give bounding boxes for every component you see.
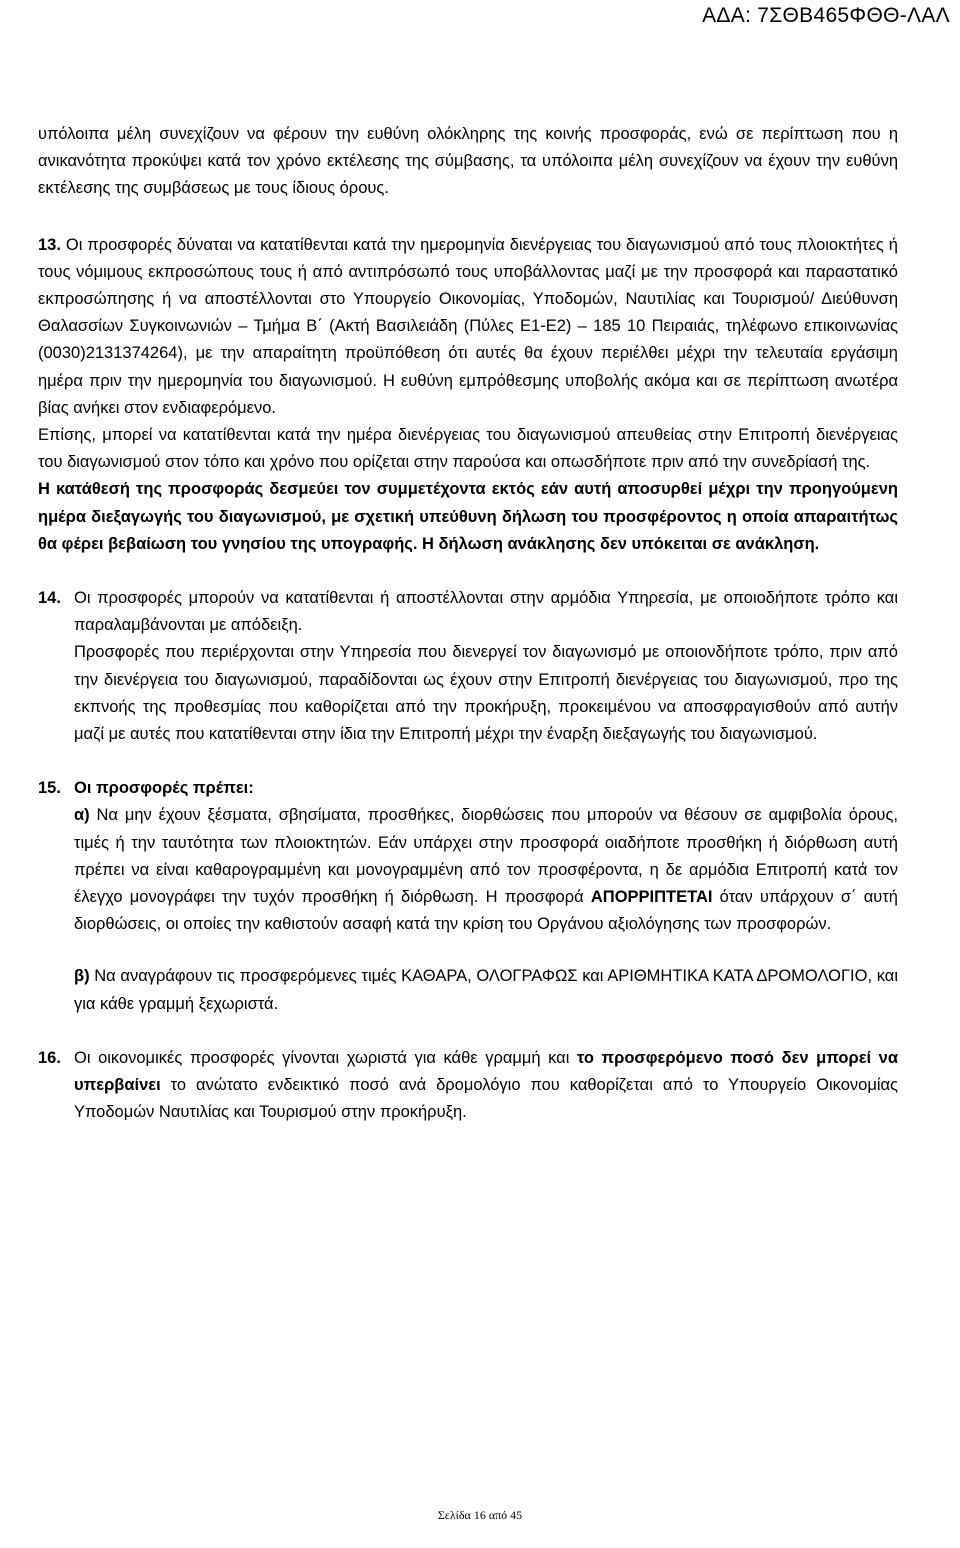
section-15-heading-text: Οι προσφορές πρέπει: (74, 779, 254, 798)
section-16-text-1: Οι οικονομικές προσφορές γίνονται χωριστά για κάθε γραμμή και (74, 1048, 577, 1067)
section-15 (38, 775, 898, 1018)
section-13-number: 13. (38, 235, 61, 254)
item-a-label: α) (74, 806, 90, 825)
section-13-bold-text: Η κατάθεσή της προσφοράς δεσμεύει τον συμμετέχοντα εκτός εάν αυτή αποσυρθεί μέχρι την προηγούμενη ημέρα διεξαγωγής του διαγωνισμού, με σχετική υπεύθυνη δήλωση του προσφέροντος η οποία απαραιτήτως θα φέρει βεβαίωση του γνησίου της υπογραφής. Η δήλωση ανάκλησης δεν υπόκειται σε ανάκληση. (38, 480, 898, 553)
section-15-heading (74, 775, 898, 802)
section-14-paragraph-1: Οι προσφορές μπορούν να κατατίθενται ή αποστέλλονται στην αρμόδια Υπηρεσία, με οποιοδήποτε τρόπο και παραλαμβάνονται με απόδειξη. (74, 589, 898, 635)
document-body (38, 121, 898, 1127)
section-16-text-2: το ανώτατο ενδεικτικό ποσό ανά δρομολόγιο που καθορίζεται από το Υπουργείο Οικονομίας Υποδομών Ναυτιλίας και Τουρισμού στην προκήρυξη. (74, 1076, 898, 1122)
item-b-text: Να αναγράφουν τις προσφερόμενες τιμές ΚΑΘΑΡΑ, ΟΛΟΓΡΑΦΩΣ και ΑΡΙΘΜΗΤΙΚΑ ΚΑΤΑ ΔΡΟΜΟΛΟΓΙΟ, και για κάθε γραμμή ξεχωριστά. (74, 967, 898, 1013)
intro-paragraph: υπόλοιπα μέλη συνεχίζουν να φέρουν την ευθύνη ολόκληρης της κοινής προσφοράς, ενώ σε περίπτωση που η ανικανότητα προκύψει κατά τον χρόνο εκτέλεσης της σύμβασης, τα υπόλοιπα μέλη συνεχίζουν να έχουν την ευθύνη εκτέλεσης της συμβάσεως με τους ίδιους όρους. (38, 125, 898, 198)
section-15-item-b (74, 963, 898, 1017)
section-13-paragraph-2: Επίσης, μπορεί να κατατίθενται κατά την ημέρα διενέργειας του διαγωνισμού απευθείας στην Επιτροπή διενέργειας του διαγωνισμού στον τόπο και χρόνο που ορίζεται στην παρούσα και οπωσδήποτε πριν από την συνεδρίασή της. (38, 426, 898, 472)
section-15-item-a (74, 802, 898, 938)
item-a-text-1: Να μην έχουν ξέσματα, σβησίματα, προσθήκες, διορθώσεις που μπορούν να θέσουν σε αμφιβολία όρους, τιμές ή την ταυτότητα των πλοιοκτητών. Εάν υπάρχει στην προσφορά οιαδήποτε προσθήκη ή διόρθωση αυτή πρέπει να είναι καθαρογραμμένη και μονογραμμένη από τον προσφέροντα, η δε αρμόδια Επιτροπή κατά τον έλεγχο μονογράφει την τυχόν προσθήκη ή διόρθωση. Η προσφορά (74, 806, 898, 907)
section-16-bold: το προσφερόμενο ποσό δεν μπορεί να υπερβαίνει (74, 1048, 898, 1095)
section-13 (38, 232, 898, 558)
page-number: Σελίδα 16 από 45 (437, 1508, 523, 1522)
section-13-text-1: Οι προσφορές δύναται να κατατίθενται κατά την ημερομηνία διενέργειας του διαγωνισμού από τους πλοιοκτήτες ή τους νόμιμους εκπροσώπους τους ή από αντιπρόσωπό τους υποβάλλοντας μαζί με την προσφορά και παραστατικό εκπροσώπησης ή να αποστέλλονται στο Υπουργείο Οικονομίας, Υποδομών, Ναυτιλίας και Τουρισμού/ Διεύθυνση Θαλασσίων Συγκοινωνιών – Τμήμα Β΄ (Ακτή Βασιλειάδη (Πύλες Ε1-Ε2) – 185 10 Πειραιάς, τηλέφωνο επικοινωνίας (0030)2131374264), με την απαραίτητη προϋπόθεση ότι αυτές θα έχουν περιέλθει μέχρι την τελευταία εργάσιμη ημέρα πριν την ημερομηνία του διαγωνισμού. Η ευθύνη εμπρόθεσμης υποβολής ακόμα και σε περίπτωση ανωτέρα βίας ανήκει στον ενδιαφερόμενο. (38, 235, 898, 417)
section-14-paragraph-2: Προσφορές που περιέρχονται στην Υπηρεσία που διενεργεί τον διαγωνισμό με οποιονδήποτε τρόπο, πριν από την διενέργεια του διαγωνισμού, παραδίδονται ως έχουν στην Επιτροπή διενέργειας του διαγωνισμού, προ της εκπνοής της προθεσμίας που καθορίζεται από την προκήρυξη, προκειμένου να αποσφραγισθούν από αυτήν μαζί με αυτές που κατατίθενται στην ίδια την Επιτροπή μέχρι την έναρξη διεξαγωγής του διαγωνισμού. (74, 643, 898, 744)
section-13-paragraph-3 (38, 476, 898, 558)
section-16-paragraph (74, 1045, 898, 1127)
ada-header: ΑΔΑ: 7ΣΘΒ465ΦΘΘ-ΛΑΛ (702, 4, 950, 27)
item-a-text-2: όταν υπάρχουν σ΄ αυτή διορθώσεις, οι οποίες την καθιστούν ασαφή κατά την κρίση του Οργάνου αξιολόγησης των προσφορών. (74, 888, 898, 934)
section-16 (38, 1045, 898, 1127)
section-16-number: 16. (38, 1048, 61, 1067)
section-14-number: 14. (38, 589, 61, 608)
section-14 (38, 585, 898, 748)
item-a-bold: ΑΠΟΡΡΙΠΤΕΤΑΙ (590, 888, 713, 907)
section-13-paragraph-1 (38, 232, 898, 422)
item-b-label: β) (74, 967, 90, 986)
section-15-number: 15. (38, 779, 61, 798)
